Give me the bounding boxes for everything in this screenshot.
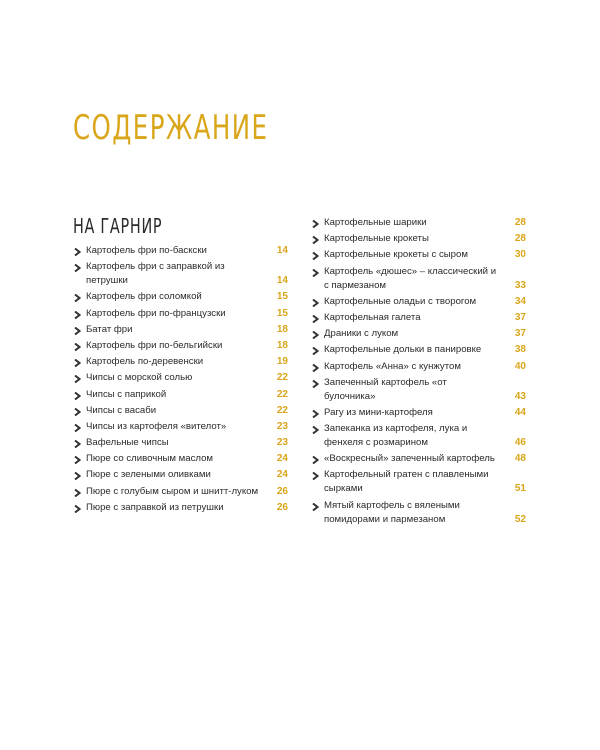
toc-entry[interactable] — [74, 323, 288, 337]
chevron-right-icon — [312, 502, 319, 510]
toc-entry[interactable] — [312, 422, 526, 450]
toc-entry[interactable] — [312, 232, 526, 246]
toc-entry-title: Мятый картофель с вялеными помидорами и пармезаном — [324, 499, 460, 525]
chevron-right-icon — [312, 346, 319, 354]
toc-entry-title: Чипсы с васаби — [86, 404, 157, 416]
toc-entry[interactable] — [312, 265, 526, 293]
toc-entry[interactable] — [74, 371, 288, 385]
toc-entry-title: Чипсы с морской солью — [86, 372, 193, 384]
toc-entry[interactable] — [74, 404, 288, 418]
toc-entry-title: Картофель фри по-баскски — [86, 245, 207, 256]
toc-entry-title: Пюре с заправкой из петрушки — [86, 501, 224, 513]
toc-entry-title: Пюре с голубым сыром и шнитт-луком — [86, 485, 259, 497]
toc-entry-page-number: 14 — [276, 275, 288, 287]
toc-entry-title: Картофель «дюшес» – классический и с пармезаном — [324, 265, 497, 291]
toc-entry-page-number: 22 — [276, 388, 288, 400]
toc-entry-title: Картофель фри по-бельгийски — [86, 339, 223, 351]
chevron-right-icon — [312, 471, 319, 479]
toc-column-right — [312, 216, 526, 529]
toc-entry[interactable] — [312, 311, 526, 325]
toc-entry-page-number: 26 — [276, 485, 288, 497]
toc-entry[interactable] — [74, 420, 288, 434]
toc-entry-page-number: 24 — [276, 469, 288, 481]
chevron-right-icon — [74, 439, 81, 447]
toc-entry[interactable] — [312, 468, 526, 496]
toc-entry-title: Картофель «Анна» с кунжутом — [324, 360, 461, 372]
toc-entry[interactable] — [312, 406, 526, 420]
toc-entry-page-number: 52 — [514, 513, 526, 525]
chevron-right-icon — [312, 363, 319, 371]
toc-entry-page-number: 37 — [514, 328, 526, 340]
toc-entry[interactable] — [74, 468, 288, 482]
chevron-right-icon — [74, 423, 81, 431]
toc-entry-page-number: 23 — [276, 437, 288, 449]
toc-entry[interactable] — [74, 501, 288, 515]
chevron-right-icon — [312, 314, 319, 322]
toc-entry-page-number: 24 — [276, 453, 288, 465]
toc-entry-title: Пюре со сливочным маслом — [86, 453, 214, 465]
toc-entry-title: Батат фри — [86, 323, 133, 335]
toc-entry-title: Картофельные шарики — [324, 217, 427, 228]
toc-entry-page-number: 22 — [276, 404, 288, 416]
chevron-right-icon — [312, 251, 319, 259]
toc-entry-page-number: 46 — [514, 437, 526, 449]
toc-column-left — [74, 244, 288, 517]
toc-entry[interactable] — [74, 307, 288, 321]
toc-entry-page-number: 15 — [276, 307, 288, 319]
chevron-right-icon — [74, 310, 81, 318]
toc-entry-title: Картофель фри по-французски — [86, 307, 226, 319]
toc-entry-page-number: 48 — [514, 453, 526, 465]
toc-entry-page-number: 28 — [514, 233, 526, 245]
chevron-right-icon — [312, 425, 319, 433]
chevron-right-icon — [74, 374, 81, 382]
toc-entry[interactable] — [312, 376, 526, 404]
chevron-right-icon — [312, 409, 319, 417]
toc-entry-page-number: 14 — [276, 245, 288, 256]
toc-entry-title: Картофельные оладьи с творогом — [324, 295, 477, 307]
toc-entry[interactable] — [312, 327, 526, 341]
chevron-right-icon — [74, 488, 81, 496]
toc-entry[interactable] — [74, 260, 288, 288]
chevron-right-icon — [312, 268, 319, 276]
toc-entry-title: Картофель по-деревенски — [86, 356, 204, 368]
toc-entry-title: Картофельный гратен с плавлеными сырками — [324, 469, 489, 495]
toc-entry-title: Картофель фри соломкой — [86, 291, 202, 303]
toc-entry-page-number: 23 — [276, 420, 288, 432]
chevron-right-icon — [74, 407, 81, 415]
toc-entry-page-number: 37 — [514, 311, 526, 323]
page-title: СОДЕРЖАНИЕ — [73, 108, 269, 148]
toc-entry-page-number: 34 — [514, 295, 526, 307]
toc-entry-title: Пюре с зелеными оливками — [86, 469, 211, 481]
chevron-right-icon — [74, 263, 81, 271]
toc-entry-page-number: 33 — [514, 279, 526, 291]
toc-entry[interactable] — [312, 360, 526, 374]
toc-entry-title: Запеченный картофель «от булочника» — [324, 376, 447, 402]
toc-entry-page-number: 44 — [514, 406, 526, 418]
toc-entry-page-number: 19 — [276, 356, 288, 368]
toc-entry-page-number: 30 — [514, 249, 526, 261]
toc-entry-page-number: 18 — [276, 323, 288, 335]
toc-entry-title: Рагу из мини-картофеля — [324, 406, 433, 418]
toc-entry-title: Картофельные крокеты — [324, 233, 429, 245]
toc-entry-page-number: 15 — [276, 291, 288, 303]
chevron-right-icon — [74, 326, 81, 334]
toc-entry-page-number: 40 — [514, 360, 526, 372]
toc-entry[interactable] — [312, 216, 526, 230]
toc-entry[interactable] — [312, 248, 526, 262]
chevron-right-icon — [312, 298, 319, 306]
chevron-right-icon — [74, 471, 81, 479]
toc-entry[interactable] — [74, 244, 288, 258]
toc-entry-page-number: 38 — [514, 344, 526, 356]
chevron-right-icon — [312, 330, 319, 338]
toc-entry-title: «Воскресный» запеченный картофель — [324, 453, 495, 465]
toc-entry-title: Картофельные дольки в панировке — [324, 344, 482, 356]
toc-entry-title: Запеканка из картофеля, лука и фенхеля с розмарином — [324, 423, 468, 449]
chevron-right-icon — [312, 219, 319, 227]
chevron-right-icon — [74, 342, 81, 350]
toc-entry[interactable] — [74, 436, 288, 450]
toc-entry[interactable] — [312, 343, 526, 357]
chevron-right-icon — [312, 379, 319, 387]
toc-entry[interactable] — [74, 452, 288, 466]
toc-entry-page-number: 28 — [514, 217, 526, 228]
toc-entry[interactable] — [312, 295, 526, 309]
toc-entry-title: Картофель фри с заправкой из петрушки — [86, 261, 225, 287]
chevron-right-icon — [74, 504, 81, 512]
chevron-right-icon — [74, 293, 81, 301]
toc-entry[interactable] — [312, 452, 526, 466]
toc-entry-title: Картофельная галета — [324, 311, 421, 323]
toc-entry-title: Картофельные крокеты с сыром — [324, 249, 468, 261]
chevron-right-icon — [312, 455, 319, 463]
toc-entry-page-number: 51 — [514, 483, 526, 495]
chevron-right-icon — [74, 455, 81, 463]
toc-entry[interactable] — [74, 355, 288, 369]
toc-entry[interactable] — [312, 499, 526, 527]
toc-entry-page-number: 22 — [276, 372, 288, 384]
toc-entry-title: Вафельные чипсы — [86, 437, 169, 449]
chevron-right-icon — [74, 391, 81, 399]
toc-entry-title: Чипсы из картофеля «вителот» — [86, 420, 227, 432]
chevron-right-icon — [312, 235, 319, 243]
toc-entry[interactable] — [74, 339, 288, 353]
toc-entry[interactable] — [74, 290, 288, 304]
toc-entry-title: Драники с луком — [324, 328, 399, 340]
toc-entry-page-number: 26 — [276, 501, 288, 513]
toc-entry[interactable] — [74, 388, 288, 402]
chevron-right-icon — [74, 247, 81, 255]
toc-entry-page-number: 43 — [514, 390, 526, 402]
chevron-right-icon — [74, 358, 81, 366]
toc-entry-title: Чипсы с паприкой — [86, 388, 167, 400]
section-title: НА ГАРНИР — [73, 214, 163, 238]
toc-entry-page-number: 18 — [276, 339, 288, 351]
toc-entry[interactable] — [74, 485, 288, 499]
